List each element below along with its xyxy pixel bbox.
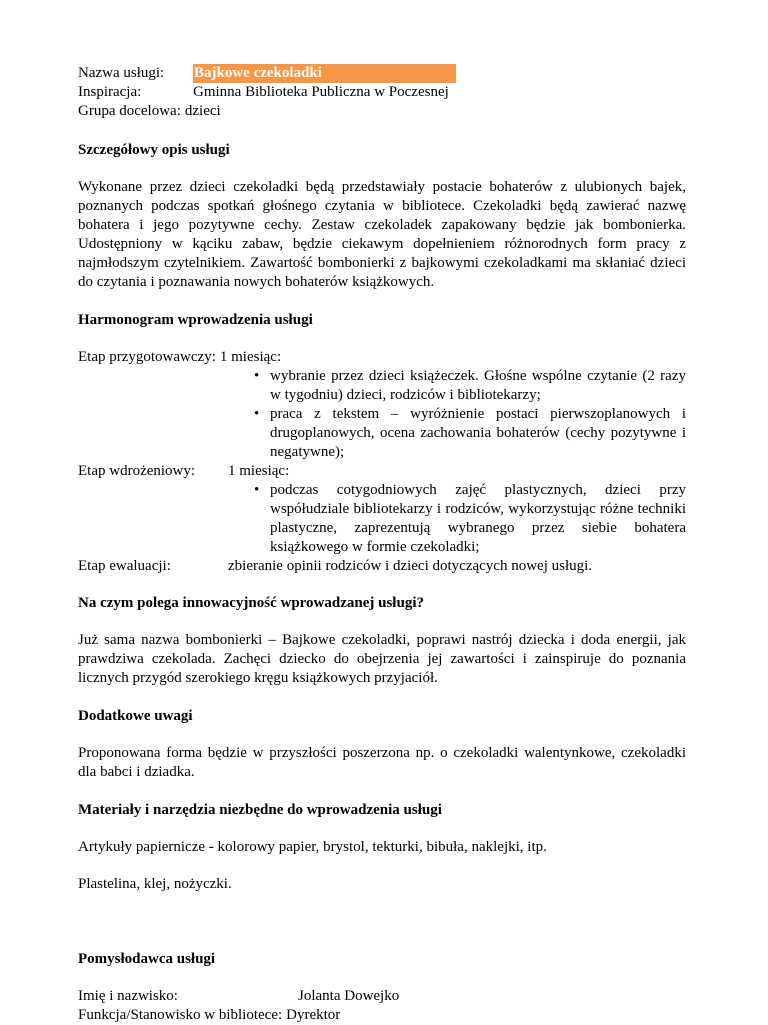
service-name-label: Nazwa usługi: xyxy=(78,65,165,81)
description-heading: Szczegółowy opis usługi xyxy=(78,142,230,158)
innovation-text: Już sama nazwa bombonierki – Bajkowe czekoladki, poprawi nastrój dziecka i doda energii, jak prawdziwa czekolada. Zachęci dziecko do obejrzenia jej zawartości i zainspiruje do poznania licznych przygód szerokiego kręgu książkowych przyjaciół. xyxy=(78,632,686,686)
innovation-heading: Na czym polega innowacyjność wprowadzanej usługi? xyxy=(78,595,424,611)
author-role-label: Funkcja/Stanowisko w bibliotece: xyxy=(78,1007,283,1023)
inspiration-value: Gminna Biblioteka Publiczna w Poczesnej xyxy=(193,84,449,100)
inspiration-label: Inspiracja: xyxy=(78,84,142,100)
remarks-text: Proponowana forma będzie w przyszłości poszerzona np. o czekoladki walentynkowe, czekoladki dla babci i dziadka. xyxy=(78,745,686,780)
remarks-heading: Dodatkowe uwagi xyxy=(78,708,193,724)
author-name-value: Jolanta Dowejko xyxy=(298,988,400,1004)
author-name-row xyxy=(78,987,686,1006)
service-name-row xyxy=(78,64,686,83)
stage3-label: Etap ewaluacji: xyxy=(78,558,171,574)
document-page xyxy=(78,64,686,1025)
author-heading: Pomysłodawca usługi xyxy=(78,951,216,967)
author-name-label: Imię i nazwisko: xyxy=(78,988,178,1004)
description-text: Wykonane przez dzieci czekoladki będą przedstawiały postacie bohaterów z ulubionych bajek, poznanych podczas spotkań głośnego czytania w bibliotece. Czekoladki będą zawierać nazwę bohatera i jego pozytywne cechy. Zestaw czekoladek zapakowany będzie jak bombonierka. Udostępniony w kąciku zabaw, będzie ciekawym dopełnieniem różnorodnych form pracy z najmłodszym czytelnikiem. Zawartość bombonierki z bajkowymi czekoladkami ma skłaniać dzieci do czytania i poznawania nowych bohaterów książkowych. xyxy=(78,179,686,290)
stage3-text: zbieranie opinii rodziców i dzieci dotyczących nowej usługi. xyxy=(228,558,593,574)
stage2-label: Etap wdrożeniowy: xyxy=(78,463,196,479)
stage2-row xyxy=(78,462,686,481)
target-group-value: dzieci xyxy=(184,103,221,119)
materials-line1: Artykuły papiernicze - kolorowy papier, brystol, tekturki, bibuła, naklejki, itp. xyxy=(78,839,547,855)
schedule-heading: Harmonogram wprowadzenia usługi xyxy=(78,312,313,328)
materials-heading: Materiały i narzędzia niezbędne do wprowadzenia usługi xyxy=(78,802,442,818)
target-group-label: Grupa docelowa: xyxy=(78,103,181,119)
stage2-list xyxy=(270,481,686,557)
stage1-duration: 1 miesiąc: xyxy=(219,349,282,365)
stage3-row xyxy=(78,557,686,576)
stage2-duration: 1 miesiąc: xyxy=(228,463,290,479)
stage1-row xyxy=(78,348,686,367)
target-group-row xyxy=(78,102,686,121)
inspiration-row xyxy=(78,83,686,102)
author-role-row xyxy=(78,1006,686,1025)
service-name-value: Bajkowe czekoladki xyxy=(193,64,456,83)
author-role-value: Dyrektor xyxy=(286,1007,341,1023)
stage1-label: Etap przygotowawczy: xyxy=(78,349,216,365)
stage1-item: • praca z tekstem – wyróżnienie postaci pierwszoplanowych i drugoplanowych, ocena zachowania bohaterów (cechy pozytywne i negatywne); xyxy=(270,405,686,462)
stage1-list xyxy=(270,367,686,462)
stage1-item: • wybranie przez dzieci książeczek. Głośne wspólne czytanie (2 razy w tygodniu) dzieci, rodziców i bibliotekarzy; xyxy=(270,367,686,405)
materials-line2: Plastelina, klej, nożyczki. xyxy=(78,876,232,892)
stage2-item: • podczas cotygodniowych zajęć plastycznych, dzieci przy współudziale bibliotekarzy i rodziców, wykorzystując różne techniki plastyczne, zaprezentują wybranego przez siebie bohatera książkowego w formie czekoladki; xyxy=(270,481,686,557)
